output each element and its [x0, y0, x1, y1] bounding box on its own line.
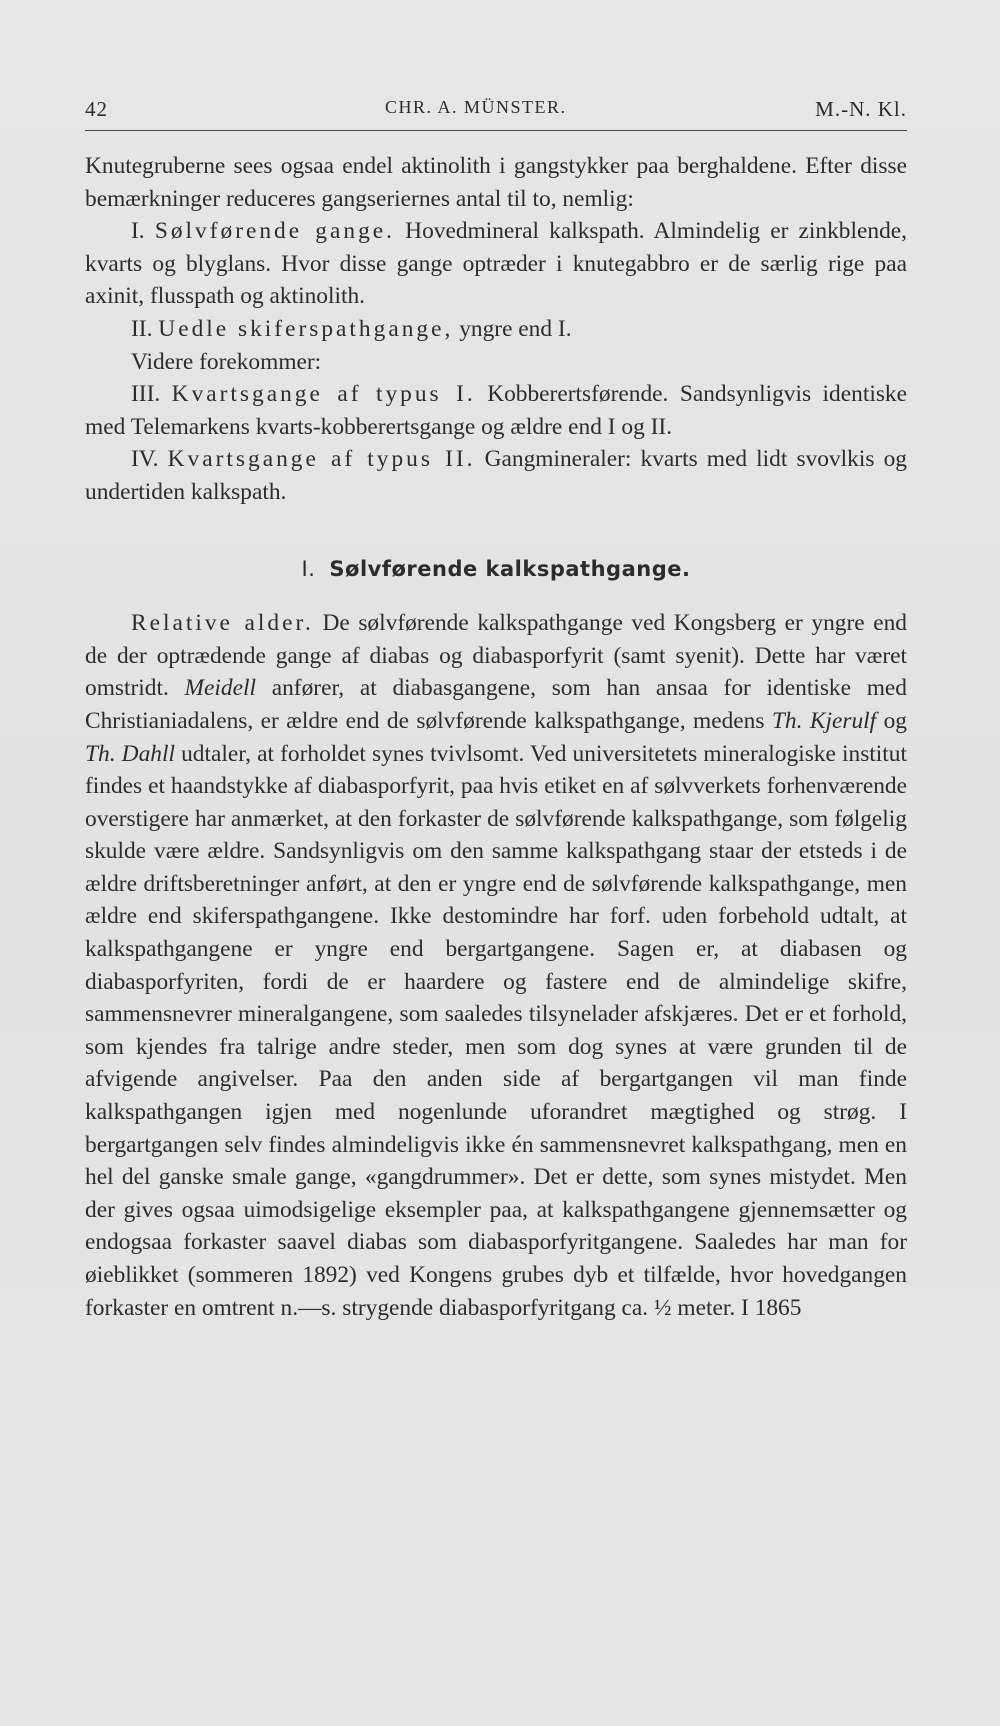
videre-text: Videre forekommer:: [131, 348, 322, 375]
list-item-2-number: II.: [131, 315, 153, 342]
author-name-meidell: Meidell: [184, 675, 256, 702]
list-item-1-title: Sølvførende gange.: [154, 218, 395, 245]
section-heading-title: Sølvførende kalkspathgange.: [329, 556, 691, 581]
list-item-2-text: yngre end I.: [459, 315, 572, 342]
running-header: [85, 97, 907, 127]
header-author: CHR. A. MÜNSTER.: [385, 97, 567, 117]
intro-text: Knutegruberne sees ogsaa endel aktinolith i gangstykker paa berghaldene. Efter disse bemærkninger reduceres gangseriernes antal til to, nemlig:: [85, 153, 907, 212]
paragraph-text-3: udtaler, at forholdet synes tvivlsomt. Ved universitetets mineralogiske institut findes et haandstykke af diabasporfyrit, paa hvis etiket en af sølvverkets forhenværende overstigere har anmærket, at den forkaster de sølvførende kalkspathgange, som følgelig skulde være ældre. Sandsynligvis om den samme kalkspathgang staar der etsteds i de ældre driftsberetninger anført, at den er yngre end de sølvførende kalkspathgange, men ældre end skiferspathgangene. Ikke destomindre har forf. uden forbehold udtalt, at kalkspathgangene er yngre end bergartgangene. Sagen er, at diabasen og diabasporfyriten, fordi de er haardere og fastere end de almindelige skifre, sammensnevrer mineralgangene, som saaledes tilsynelader afskjæres. Det er et forhold, som kjendes fra talrige andre steder, men som dog synes at være grunden til de afvigende angivelser. Paa den anden side af bergartgangen vil man finde kalkspathgangen igjen med nogenlunde uforandret mægtighed og strøg. I bergartgangen selv findes almindeligvis ikke én sammensnevret kalkspathgang, men en hel del ganske smale gange, «gangdrummer». Det er dette, som synes mistydet. Men der gives ogsaa uimodsigelige eksempler paa, at kalkspathgangene gjennemsætter og endogsaa forkaster saavel diabas som diabasporfyritgangene. Saaledes har man for øieblikket (sommeren 1892) ved Kongens grubes dyb et tilfælde, hvor hovedgangen forkaster en omtrent n.—s. strygende diabasporfyritgang ca. ½ meter. I 1865: [85, 740, 907, 1321]
list-item-4-title: Kvartsgange af typus II.: [167, 446, 476, 473]
author-name-dahll: Th. Dahll: [85, 740, 175, 767]
section-heading: [85, 553, 907, 586]
conjunction: og: [883, 707, 907, 734]
paragraph-text-2: anfører, at diabasgangene, som han ansaa for identiske med Christianiadalens, er ældre end de sølvførende kalkspathgange, medens: [85, 675, 907, 734]
page-number: 42: [85, 97, 108, 121]
list-item-3-number: III.: [131, 381, 161, 408]
list-item-3-title: Kvartsgange af typus I.: [171, 381, 476, 408]
paragraph-text-1: De sølvførende kalkspathgange ved Kongsberg er yngre end de der optrædende gange af diabas og diabasporfyrit (samt syenit). Dette har været omstridt.: [85, 610, 907, 702]
body-text: [85, 150, 907, 1324]
list-item-3-text: Kobberertsførende. Sandsynligvis identiske med Telemarkens kvarts-kobberertsgange og ældre end I og II.: [85, 381, 907, 440]
author-name-kjerulf: Th. Kjerulf: [771, 707, 877, 734]
list-item-4-text: Gangmineraler: kvarts med lidt svovlkis og undertiden kalkspath.: [85, 446, 907, 505]
videre-line: [85, 346, 907, 379]
section-heading-number: I.: [301, 556, 316, 581]
header-section: M.-N. Kl.: [815, 97, 907, 121]
header-rule: [85, 130, 907, 131]
list-item-4: [85, 443, 907, 508]
list-item-1-number: I.: [131, 218, 145, 245]
list-item-1: [85, 215, 907, 313]
list-item-3: [85, 378, 907, 443]
paragraph-lead: Relative alder.: [131, 610, 314, 637]
main-paragraph: [85, 607, 907, 1324]
list-item-1-text: Hovedmineral kalkspath. Almindelig er zinkblende, kvarts og blyglans. Hvor disse gange optræder i knutegabbro er de særlig rige paa axinit, flusspath og aktinolith.: [85, 218, 907, 310]
intro-paragraph: [85, 150, 907, 215]
list-item-2-title: Uedle skiferspathgange,: [158, 315, 454, 342]
list-item-2: [85, 313, 907, 346]
list-item-4-number: IV.: [131, 446, 159, 473]
